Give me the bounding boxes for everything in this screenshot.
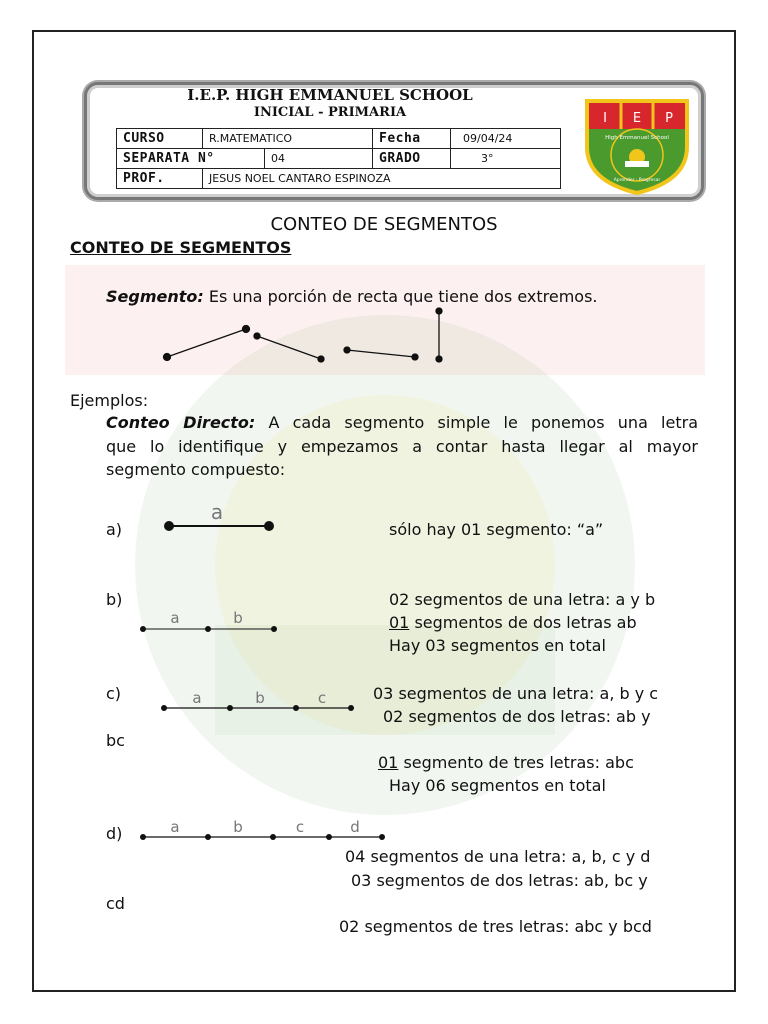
example-c-line-2-wrap: bc [106,731,125,750]
definition-illustration [164,308,443,362]
logo-motto: Aprender · Progresar [613,178,661,183]
example-b-label: b) [106,590,123,609]
school-level: INICIAL - PRIMARIA [253,105,407,120]
example-c-line-1: 03 segmentos de una letra: a, b y c [373,684,659,703]
curso-label: CURSO [117,129,203,149]
example-c-line-4: Hay 06 segmentos en total [389,776,606,795]
example-b-line-2-rest: segmentos de dos letras ab [409,613,637,632]
example-d-label: d) [106,824,123,843]
logo-ring-text: High Emmanuel School [605,135,669,141]
segment-letter: a [210,500,224,524]
example-a-label: a) [106,520,123,539]
segment-letter: a [192,689,202,707]
main-title: CONTEO DE SEGMENTOS [270,214,498,235]
section-title: CONTEO DE SEGMENTOS [70,238,292,257]
logo-letter-p: P [665,111,673,126]
example-d-line-1: 04 segmentos de una letra: a, b, c y d [345,847,651,866]
example-c-line-3-num: 01 [378,753,399,772]
example-b-line-3: Hay 03 segmentos en total [389,636,606,655]
example-d-line-2-wrap: cd [106,894,125,913]
separata-value: 04 [265,149,373,169]
prof-label: PROF. [117,169,203,189]
example-a-text: sólo hay 01 segmento: “a” [389,520,604,539]
segment-figure-b [140,609,277,632]
direct-term: Conteo Directo: [106,413,256,432]
example-c-line-3-rest: segmento de tres letras: abc [398,753,634,772]
direct-line-3: segmento compuesto: [106,460,286,479]
grado-label: GRADO [373,149,451,169]
logo-letter-e: E [632,111,642,126]
segment-figure-d [140,818,385,840]
separata-label: SEPARATA N° [117,149,265,169]
example-c-label: c) [106,684,122,703]
definition-term: Segmento: [106,287,204,306]
direct-line-2: que lo identifique y empezamos a contar hasta llegar al mayor [106,437,698,456]
direct-line-1-text: A cada segmento simple le ponemos una letra [255,413,698,432]
example-c-line-2: 02 segmentos de dos letras: ab y [383,707,651,726]
fecha-value: 09/04/24 [451,129,561,149]
grado-value: 3° [451,149,561,169]
school-name: I.E.P. HIGH EMMANUEL SCHOOL [187,86,473,104]
example-d-line-2: 03 segmentos de dos letras: ab, bc y [351,871,648,890]
logo-letter-i: I [603,111,607,126]
segment-letter: b [233,818,243,836]
segment-letter: d [350,818,360,836]
curso-value: R.MATEMATICO [203,129,373,149]
segment-figure-a [164,500,274,531]
segment-letter: c [317,689,327,707]
examples-heading: Ejemplos: [70,391,149,410]
prof-value: JESUS NOEL CANTARO ESPINOZA [203,169,561,189]
definition-text: Es una porción de recta que tiene dos extremos. [203,287,598,306]
segment-figure-c [161,689,354,711]
example-b-line-2-num: 01 [389,613,410,632]
segment-letter: a [170,609,180,627]
example-b-line-1: 02 segmentos de una letra: a y b [389,590,656,609]
segment-letter: b [255,689,265,707]
fecha-label: Fecha [373,129,451,149]
example-d-line-3: 02 segmentos de tres letras: abc y bcd [339,917,652,936]
segment-letter: a [170,818,180,836]
segment-letter: b [233,609,243,627]
segment-letter: c [295,818,305,836]
